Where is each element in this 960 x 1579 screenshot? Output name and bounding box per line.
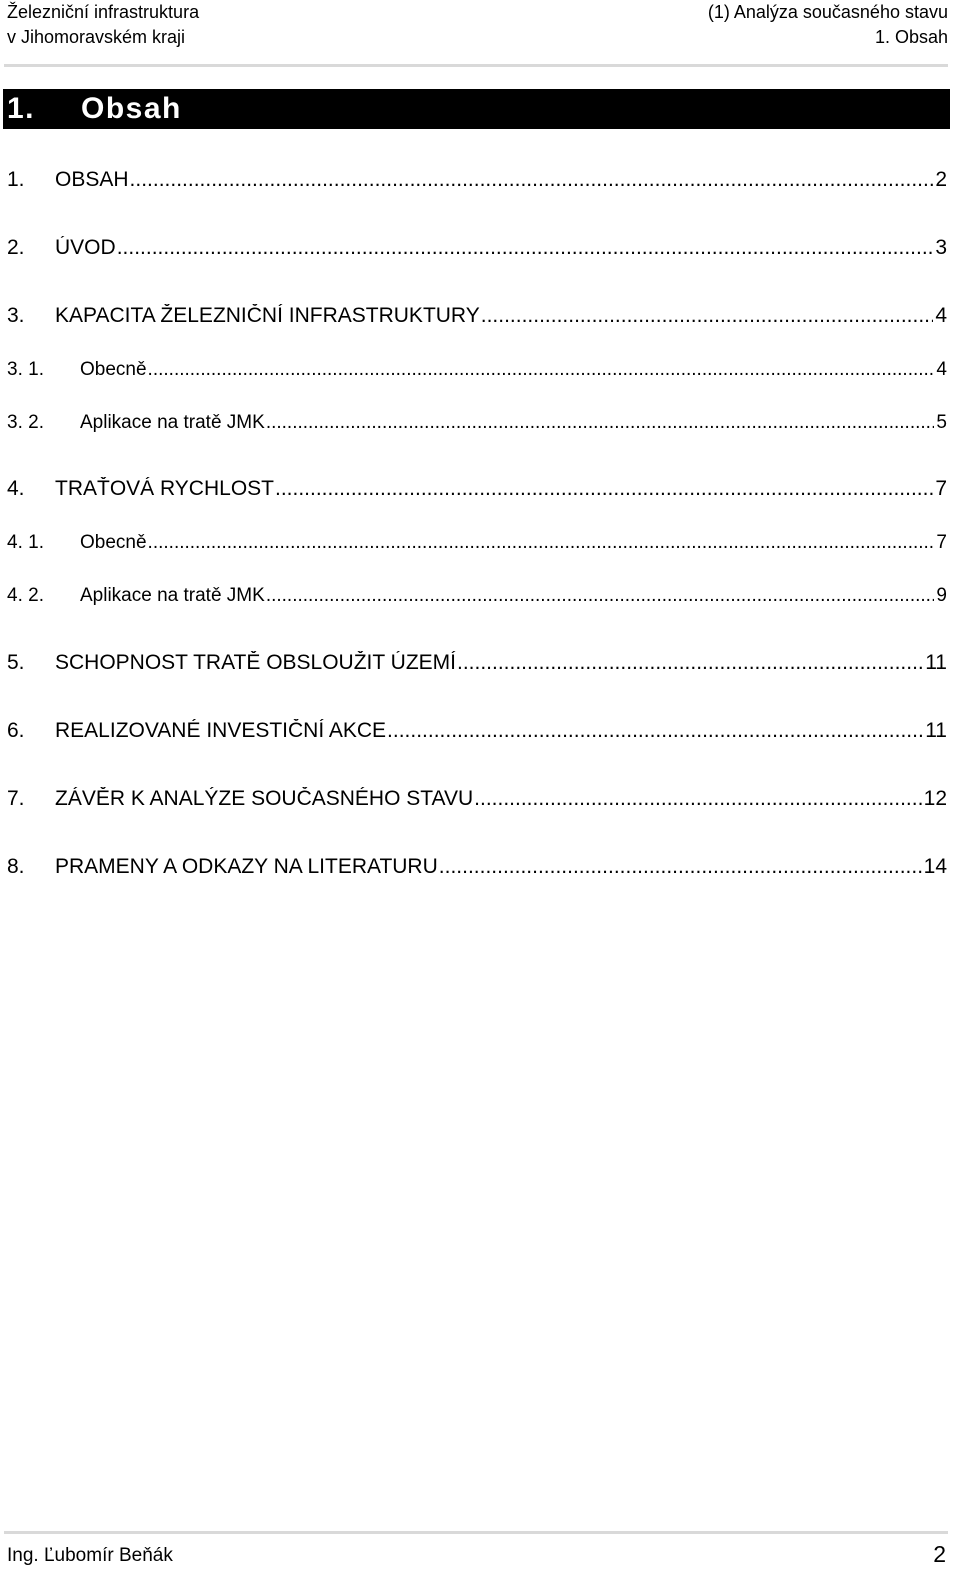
footer-page-number: 2 xyxy=(933,1541,946,1567)
toc-entry-title: TRAŤOVÁ RYCHLOST xyxy=(55,477,274,500)
header-document-title: Železniční infrastruktura xyxy=(7,2,200,22)
toc-entry-title: Obecně xyxy=(80,359,147,380)
toc-entry-title: Obecně xyxy=(80,532,147,553)
toc-entry-page: 3 xyxy=(935,236,947,259)
toc-entry[interactable] xyxy=(7,855,947,883)
toc-entry-title: ZÁVĚR K ANALÝZE SOUČASNÉHO STAVU xyxy=(55,787,474,810)
toc-entry-title: REALIZOVANÉ INVESTIČNÍ AKCE xyxy=(55,719,387,742)
toc-entry-number: 3. xyxy=(7,304,25,327)
toc-entry-number: 3. 1. xyxy=(7,359,44,380)
toc-dot-leader xyxy=(387,719,923,743)
header-part-title: (1) Analýza současného stavu xyxy=(707,2,948,22)
toc-entry-page: 11 xyxy=(925,651,947,674)
toc-entry-title: Aplikace na tratě JMK xyxy=(80,585,265,606)
toc-subentry[interactable] xyxy=(7,412,947,440)
toc-subentry[interactable] xyxy=(7,585,947,613)
toc-dot-leader xyxy=(148,532,935,554)
toc-entry-page: 12 xyxy=(923,787,947,810)
header-right xyxy=(708,0,948,50)
toc-entry-page: 14 xyxy=(923,855,947,878)
chapter-heading-number: 1. xyxy=(7,92,36,125)
toc-entry-number: 3. 2. xyxy=(7,412,44,433)
toc-subentry[interactable] xyxy=(7,532,947,560)
toc-entry-number: 4. xyxy=(7,477,25,500)
header-left xyxy=(7,0,199,50)
footer-divider xyxy=(4,1531,948,1534)
toc-entry-number: 6. xyxy=(7,719,25,742)
toc-entry-page: 4 xyxy=(935,304,947,327)
toc-dot-leader xyxy=(457,651,923,675)
toc-entry-title: OBSAH xyxy=(55,168,129,191)
toc-entry-number: 7. xyxy=(7,787,25,810)
toc-entry[interactable] xyxy=(7,651,947,679)
page-header xyxy=(7,0,948,64)
toc-entry[interactable] xyxy=(7,477,947,505)
toc-entry-number: 8. xyxy=(7,855,25,878)
toc-entry[interactable] xyxy=(7,236,947,264)
toc-entry-number: 2. xyxy=(7,236,25,259)
toc-entry-page: 2 xyxy=(935,168,947,191)
toc-dot-leader xyxy=(439,855,922,879)
chapter-heading xyxy=(3,89,950,129)
footer-author: Ing. Ľubomír Beňák xyxy=(7,1545,173,1566)
toc-entry-page: 5 xyxy=(936,412,947,433)
toc-dot-leader xyxy=(266,585,935,607)
toc-dot-leader xyxy=(148,359,935,381)
toc-entry-page: 7 xyxy=(935,477,947,500)
toc-entry[interactable] xyxy=(7,304,947,332)
toc-entry-title: SCHOPNOST TRATĚ OBSLOUŽIT ÚZEMÍ xyxy=(55,651,456,674)
header-region: v Jihomoravském kraji xyxy=(7,27,186,47)
toc-dot-leader xyxy=(481,304,934,328)
toc-entry-number: 4. 1. xyxy=(7,532,44,553)
toc-dot-leader xyxy=(275,477,933,501)
toc-entry-title: ÚVOD xyxy=(55,236,116,259)
toc-entry-number: 4. 2. xyxy=(7,585,44,606)
toc-dot-leader xyxy=(130,168,934,192)
toc-entry[interactable] xyxy=(7,719,947,747)
chapter-heading-title: Obsah xyxy=(81,92,182,125)
toc-entry-page: 7 xyxy=(936,532,947,553)
toc-dot-leader xyxy=(474,787,921,811)
toc-entry-title: PRAMENY A ODKAZY NA LITERATURU xyxy=(55,855,438,878)
toc-entry-number: 1. xyxy=(7,168,25,191)
toc-entry-title: KAPACITA ŽELEZNIČNÍ INFRASTRUKTURY xyxy=(55,304,480,327)
toc-dot-leader xyxy=(266,412,935,434)
toc-entry-page: 11 xyxy=(925,719,947,742)
toc-dot-leader xyxy=(117,236,934,260)
toc-subentry[interactable] xyxy=(7,359,947,387)
toc-entry-page: 9 xyxy=(936,585,947,606)
toc-entry-page: 4 xyxy=(936,359,947,380)
toc-entry[interactable] xyxy=(7,787,947,815)
header-divider xyxy=(4,64,948,67)
header-chapter: 1. Obsah xyxy=(874,27,948,47)
toc-entry-title: Aplikace na tratě JMK xyxy=(80,412,265,433)
toc-entry-number: 5. xyxy=(7,651,25,674)
toc-entry[interactable] xyxy=(7,168,947,196)
